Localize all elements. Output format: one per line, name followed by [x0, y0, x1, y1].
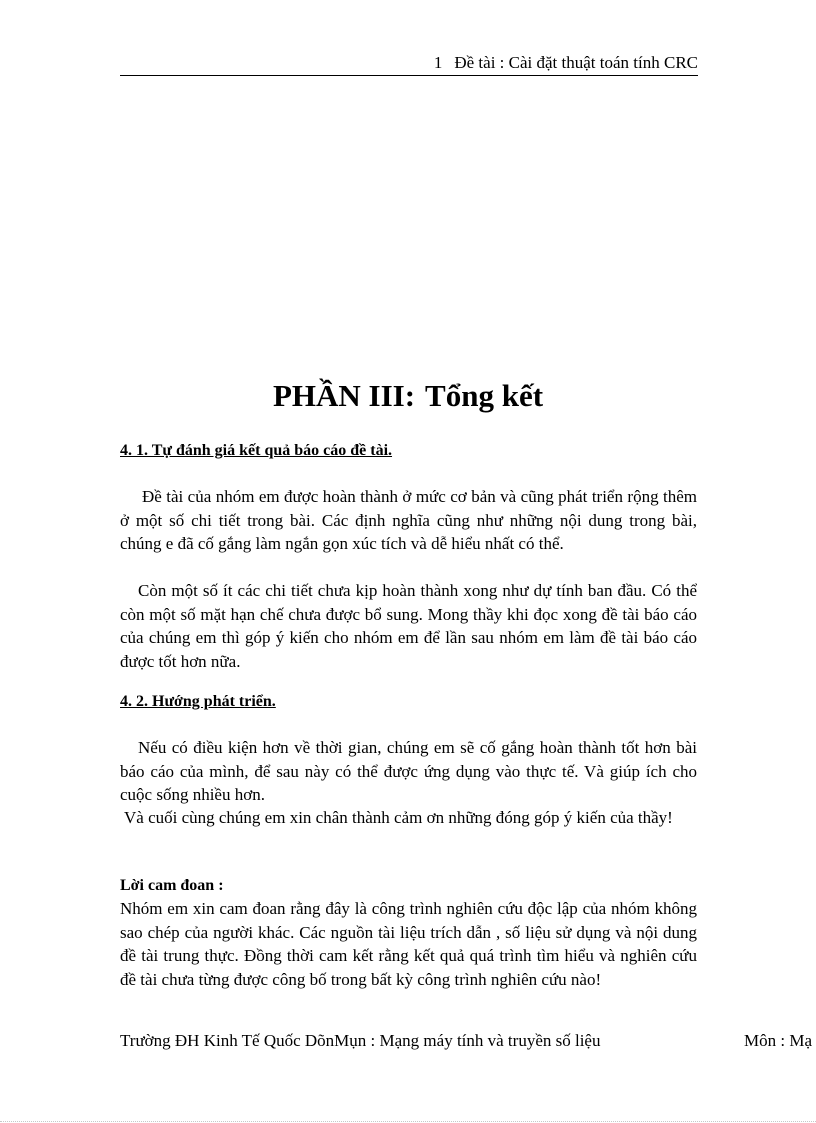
page-header	[120, 52, 698, 74]
pledge-title: Lời cam đoan :	[120, 877, 224, 894]
page-title	[0, 376, 816, 416]
page-bottom-edge	[0, 1121, 816, 1122]
section-2-heading: 4. 2. Hướng phát triển.	[120, 693, 276, 710]
title-part: PHẦN III:	[272, 378, 416, 413]
header-topic: Đề tài : Cài đặt thuật toán tính CRC	[454, 53, 698, 72]
section-1-paragraph-2: Còn một số ít các chi tiết chưa kịp hoàn thành xong như dự tính ban đầu. Có thể còn một số mặt hạn chế chưa được bổ sung. Mong thầy khi đọc xong đề tài báo cáo của chúng em thì góp ý kiến cho nhóm em để lần sau nhóm em làm đề tài báo cáo được tốt hơn nữa.	[120, 581, 697, 671]
header-divider	[120, 75, 698, 76]
page-number: 1	[433, 53, 443, 72]
section-2-paragraph-1: Nếu có điều kiện hơn về thời gian, chúng em sẽ cố gắng hoàn thành tốt hơn bài báo cáo của mình, để sau này có thể được ứng dụng vào thực tế. Và giúp ích cho cuộc sống nhiều hơn.	[120, 738, 697, 804]
section-1-paragraph-1: Đề tài của nhóm em được hoàn thành ở mức cơ bản và cũng phát triển rộng thêm ở một số chi tiết trong bài. Các định nghĩa cũng như những nội dung trong bài, chúng e đã cố gắng làm ngắn gọn xúc tích và dễ hiểu nhất có thể.	[120, 487, 697, 553]
footer-right: Môn : Mạ	[744, 1031, 812, 1050]
footer-left: Trường ĐH Kinh Tế Quốc DõnMụn : Mạng máy tính và truyền số liệu	[120, 1031, 601, 1050]
section-1-heading: 4. 1. Tự đánh giá kết quả báo cáo đề tài.	[120, 442, 393, 459]
title-name: Tổng kết	[425, 378, 544, 413]
page-footer	[120, 1030, 816, 1052]
pledge-text: Nhóm em xin cam đoan rằng đây là công trình nghiên cứu độc lập của nhóm không sao chép của người khác. Các nguồn tài liệu trích dẫn , số liệu sử dụng và nội dung đề tài trung thực. Đồng thời cam kết rằng kết quả quá trình tìm hiểu và nghiên cứu đề tài chưa từng được công bố trong bất kỳ công trình nghiên cứu nào!	[120, 899, 697, 989]
section-2-paragraph-2: Và cuối cùng chúng em xin chân thành cảm ơn những đóng góp ý kiến của thầy!	[124, 808, 673, 827]
